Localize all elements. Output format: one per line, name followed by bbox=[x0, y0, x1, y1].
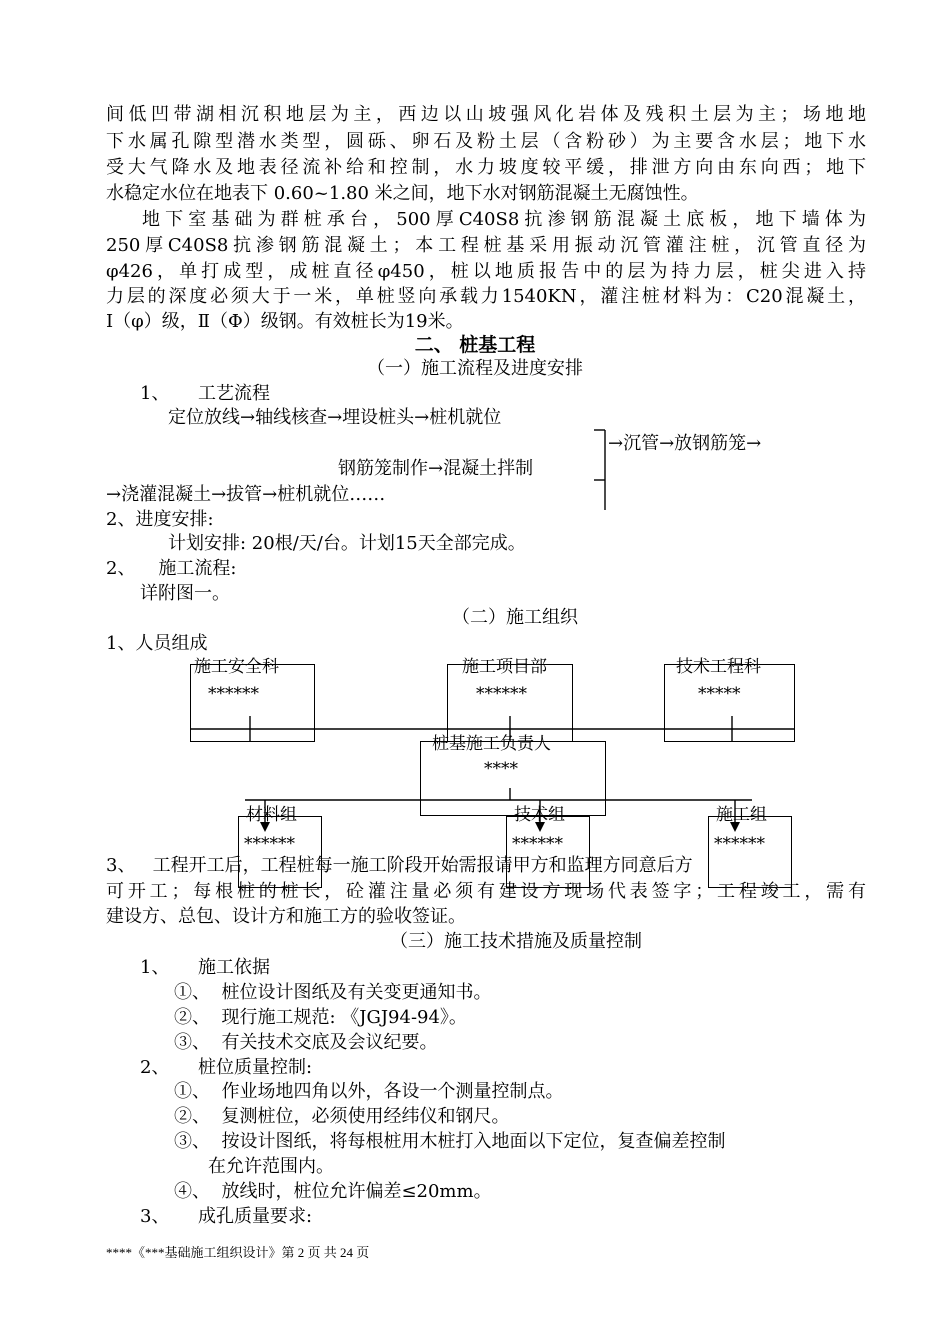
schedule-text: 计划安排: 20根/天/台。计划15天全部完成。 bbox=[168, 533, 526, 554]
intro-line-5: 地下室基础为群桩承台，500厚C40S8抗渗钢筋混凝土底板，地下墙体为 bbox=[142, 209, 866, 230]
subsection-title-1: （一）施工流程及进度安排 bbox=[367, 358, 583, 379]
flow-right: →沉管→放钢筋笼→ bbox=[608, 433, 762, 454]
intro-line-2: 下水属孔隙型潜水类型，圆砾、卵石及粉土层（含粉砂）为主要含水层；地下水 bbox=[106, 131, 866, 152]
basis-3: ③、 有关技术交底及会议纪要。 bbox=[174, 1032, 438, 1053]
item-basis: 1、 施工依据 bbox=[140, 957, 271, 978]
basis-1: ①、 桩位设计图纸及有关变更通知书。 bbox=[174, 982, 492, 1003]
org-safety-name: ****** bbox=[208, 684, 259, 704]
item-schedule: 2、进度安排: bbox=[106, 509, 214, 530]
org-leader-name: **** bbox=[484, 759, 518, 779]
pos-control-4: ④、 放线时，桩位允许偏差≤20mm。 bbox=[174, 1181, 492, 1202]
flow-line-3: →浇灌混凝土→拔管→桩机就位…… bbox=[106, 484, 386, 505]
item-personnel: 1、人员组成 bbox=[106, 633, 208, 654]
item-process-flow: 1、 工艺流程 bbox=[140, 383, 271, 404]
org-project-name: ****** bbox=[476, 684, 527, 704]
pos-control-3: ③、 按设计图纸，将每根桩用木桩打入地面以下定位，复查偏差控制 bbox=[174, 1131, 726, 1152]
intro-line-3: 受大气降水及地表径流补给和控制，水力坡度较平缓，排泄方向由东向西；地下 bbox=[106, 157, 866, 178]
org-tech-dept-title: 技术工程科 bbox=[676, 657, 761, 677]
org-tech-group-name: ****** bbox=[512, 834, 563, 854]
subsection-title-2: （二）施工组织 bbox=[452, 607, 578, 628]
org-leader-title: 桩基施工负责人 bbox=[432, 734, 551, 754]
intro-line-4: 水稳定水位在地表下 0.60~1.80 米之间，地下水对钢筋混凝土无腐蚀性。 bbox=[106, 183, 699, 204]
org-safety-title: 施工安全科 bbox=[194, 657, 279, 677]
item-construction-flow: 2、 施工流程: bbox=[106, 558, 237, 579]
item-3-line-2: 可开工；每根桩的桩长，砼灌注量必须有建设方现场代表签字；工程竣工，需有 bbox=[106, 881, 866, 902]
flow-line-1: 定位放线→轴线核查→埋设桩头→桩机就位 bbox=[168, 407, 502, 428]
intro-line-8: 力层的深度必须大于一米，单桩竖向承载力1540KN，灌注桩材料为：C20混凝土， bbox=[106, 286, 866, 307]
page-footer: ****《***基础施工组织设计》第 2 页 共 24 页 bbox=[106, 1245, 370, 1260]
org-material-title: 材料组 bbox=[246, 805, 297, 825]
org-tech-dept-name: ***** bbox=[698, 684, 741, 704]
flow-line-2: 钢筋笼制作→混凝土拌制 bbox=[338, 458, 534, 479]
org-construction-title: 施工组 bbox=[716, 805, 767, 825]
org-construction-name: ****** bbox=[714, 834, 765, 854]
basis-2: ②、 现行施工规范: 《JGJ94-94》。 bbox=[174, 1007, 467, 1028]
pos-control-1: ①、 作业场地四角以外，各设一个测量控制点。 bbox=[174, 1081, 564, 1102]
intro-line-9: Ⅰ（φ）级，Ⅱ（Φ）级钢。有效桩长为19米。 bbox=[106, 311, 464, 332]
see-figure: 详附图一。 bbox=[140, 583, 230, 604]
item-3-line-1: 3、 工程开工后，工程桩每一施工阶段开始需报请甲方和监理方同意后方 bbox=[106, 855, 693, 876]
subsection-title-3: （三）施工技术措施及质量控制 bbox=[390, 931, 642, 952]
item-3-line-3: 建设方、总包、设计方和施工方的验收签证。 bbox=[106, 906, 466, 927]
item-hole-quality: 3、 成孔质量要求: bbox=[140, 1206, 313, 1227]
item-position-control: 2、 桩位质量控制: bbox=[140, 1057, 313, 1078]
org-material-name: ****** bbox=[244, 834, 295, 854]
intro-line-6: 250厚C40S8抗渗钢筋混凝土；本工程桩基采用振动沉管灌注桩，沉管直径为 bbox=[106, 235, 866, 256]
org-project-title: 施工项目部 bbox=[462, 657, 547, 677]
pos-control-2: ②、 复测桩位，必须使用经纬仪和钢尺。 bbox=[174, 1106, 510, 1127]
intro-line-1: 间低凹带湖相沉积地层为主，西边以山坡强风化岩体及残积土层为主；场地地 bbox=[106, 104, 866, 125]
intro-line-7: φ426，单打成型，成桩直径φ450，桩以地质报告中的层为持力层，桩尖进入持 bbox=[106, 261, 866, 282]
section-title: 二、 桩基工程 bbox=[414, 334, 536, 356]
org-tech-group-title: 技术组 bbox=[514, 805, 565, 825]
pos-control-3-cont: 在允许范围内。 bbox=[208, 1156, 334, 1177]
